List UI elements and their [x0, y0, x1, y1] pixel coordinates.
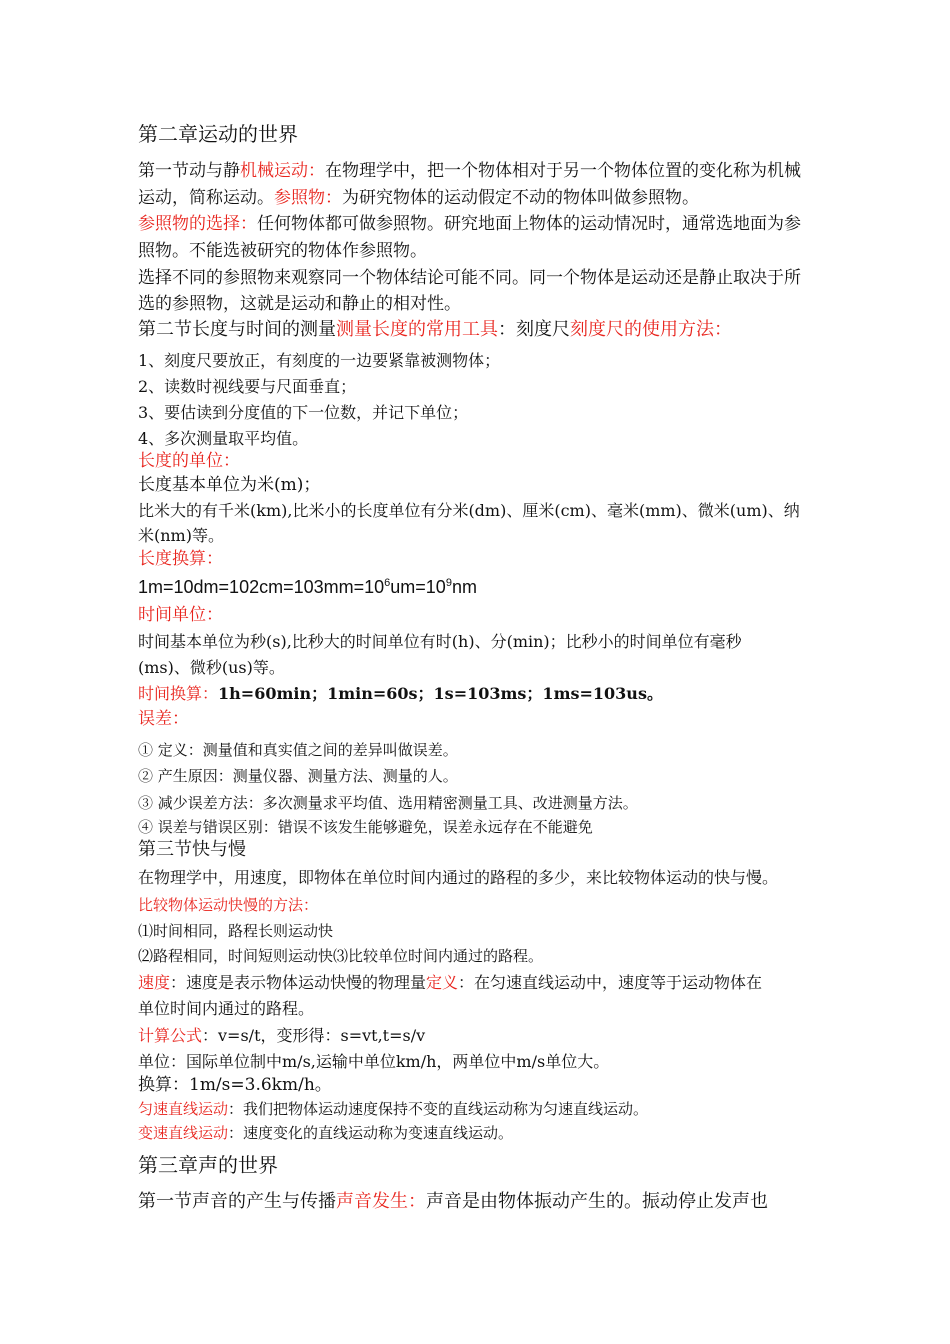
text-relativity-2: 选的参照物，这就是运动和静止的相对性。 — [138, 294, 461, 314]
uniform-motion-line — [138, 1100, 648, 1118]
text-formula: ：v=s/t，变形得：s=vt,t=s/v — [202, 1026, 426, 1045]
list-item: 3、要估读到分度值的下一位数，并记下单位； — [138, 403, 469, 422]
text-time-units-2: (ms)、微秒(us)等。 — [138, 658, 285, 677]
formula-line — [138, 1026, 425, 1045]
text-uniform-motion: ：我们把物体运动速度保持不变的直线运动称为匀速直线运动。 — [228, 1100, 649, 1118]
section-1-line-3 — [138, 214, 801, 234]
text-speed-intro: 在物理学中，用速度，即物体在单位时间内通过的路程的多少，来比较物体运动的快与慢。 — [138, 868, 779, 887]
text-time-conversion: 1h=60min；1min=60s；1s=103ms；1ms=103us。 — [218, 684, 663, 703]
text-mechanical-motion-cont: 运动，简称运动。 — [138, 188, 274, 208]
text-reference-object: 为研究物体的运动假定不动的物体叫做参照物。 — [342, 188, 699, 208]
text-length-base: 长度基本单位为米(m)； — [138, 475, 321, 495]
variable-motion-line — [138, 1124, 513, 1142]
term-reference-object: 参照物： — [274, 188, 342, 208]
term-variable-motion: 变速直线运动 — [138, 1124, 229, 1142]
term-formula: 计算公式 — [138, 1026, 203, 1045]
text-reference-choice: 任何物体都可做参照物。研究地面上物体的运动情况时，通常选地面为参 — [257, 214, 801, 234]
section-2-line-1 — [138, 319, 732, 341]
term-speed: 速度 — [138, 973, 171, 992]
term-uniform-motion: 匀速直线运动 — [138, 1100, 229, 1118]
list-item: ⑴时间相同，路程长则运动快 — [138, 922, 334, 940]
term-mechanical-motion: 机械运动： — [240, 161, 325, 181]
label-error: 误差： — [138, 709, 189, 729]
label-length-conversion: 长度换算： — [138, 549, 223, 569]
text-length-units-1: 比米大的有千米(km),比米小的长度单位有分米(dm)、厘米(cm)、毫米(mm)、微米(um)、纳 — [138, 501, 800, 520]
text-relativity-1: 选择不同的参照物来观察同一个物体结论可能不同。同一个物体是运动还是静止取决于所 — [138, 268, 801, 288]
section-1-line-2 — [138, 188, 699, 208]
list-item: 4、多次测量取平均值。 — [138, 429, 309, 448]
text-speed-conversion: 换算：1m/s=3.6km/h。 — [138, 1075, 332, 1095]
text-reference-choice-cont: 照物。不能选被研究的物体作参照物。 — [138, 241, 427, 261]
label-time-conversion: 时间换算： — [138, 684, 219, 703]
formula-length-conversion: $1m=10dm=102cm=103mm=10^6um=10^9nm$ — [138, 577, 477, 597]
text-mechanical-motion: 在物理学中，把一个物体相对于另一个物体位置的变化称为机械 — [325, 161, 801, 181]
chapter-3-section-1-line — [138, 1191, 768, 1213]
text-speed-units: 单位：国际单位制中m/s,运输中单位km/h，两单位中m/s单位大。 — [138, 1052, 610, 1071]
list-item: ② 产生原因：测量仪器、测量方法、测量的人。 — [138, 767, 458, 785]
section-3-heading: 第三节快与慢 — [138, 839, 246, 860]
speed-definition-line-1 — [138, 973, 762, 992]
section-1-heading: 第一节动与静 — [138, 161, 240, 181]
chapter-title: 第二章运动的世界 — [138, 122, 298, 146]
chapter-3-section-1-heading: 第一节声音的产生与传播 — [138, 1191, 336, 1212]
text-variable-motion: ：速度变化的直线运动称为变速直线运动。 — [228, 1124, 514, 1142]
section-2-heading: 第二节长度与时间的测量 — [138, 319, 336, 340]
text-speed: ：速度是表示物体运动快慢的物理量 — [170, 973, 427, 992]
time-conversion-line — [138, 684, 663, 703]
label-compare-methods: 比较物体运动快慢的方法： — [138, 896, 319, 914]
section-1-line-1 — [138, 161, 801, 181]
term-definition: 定义 — [426, 973, 459, 992]
term-ruler-usage: 刻度尺的使用方法： — [570, 319, 732, 340]
chapter-3-title: 第三章声的世界 — [138, 1153, 278, 1177]
text-definition-cont: 单位时间内通过的路程。 — [138, 999, 315, 1018]
text-definition: ：在匀速直线运动中，速度等于运动物体在 — [458, 973, 763, 992]
list-item: ③ 减少误差方法：多次测量求平均值、选用精密测量工具、改进测量方法。 — [138, 794, 638, 812]
term-sound-origin: 声音发生： — [336, 1191, 426, 1212]
text-measuring-tools: ：刻度尺 — [498, 319, 570, 340]
text-length-units-2: 米(nm)等。 — [138, 526, 224, 545]
label-time-unit: 时间单位： — [138, 605, 223, 625]
label-length-unit: 长度的单位： — [138, 451, 240, 471]
list-item: ④ 误差与错误区别：错误不该发生能够避免，误差永远存在不能避免 — [138, 818, 593, 836]
list-item: ⑵路程相同，时间短则运动快⑶比较单位时间内通过的路程。 — [138, 947, 544, 965]
text-time-units-1: 时间基本单位为秒(s),比秒大的时间单位有时(h)、分(min)；比秒小的时间单位有毫秒 — [138, 632, 742, 651]
list-item: 1、刻度尺要放正，有刻度的一边要紧靠被测物体； — [138, 351, 501, 370]
term-measuring-tools: 测量长度的常用工具 — [336, 319, 498, 340]
list-item: 2、读数时视线要与尺面垂直； — [138, 377, 357, 396]
term-reference-choice: 参照物的选择： — [138, 214, 257, 234]
text-sound-origin: 声音是由物体振动产生的。振动停止发声也 — [426, 1191, 768, 1212]
list-item: ① 定义：测量值和真实值之间的差异叫做误差。 — [138, 741, 458, 759]
